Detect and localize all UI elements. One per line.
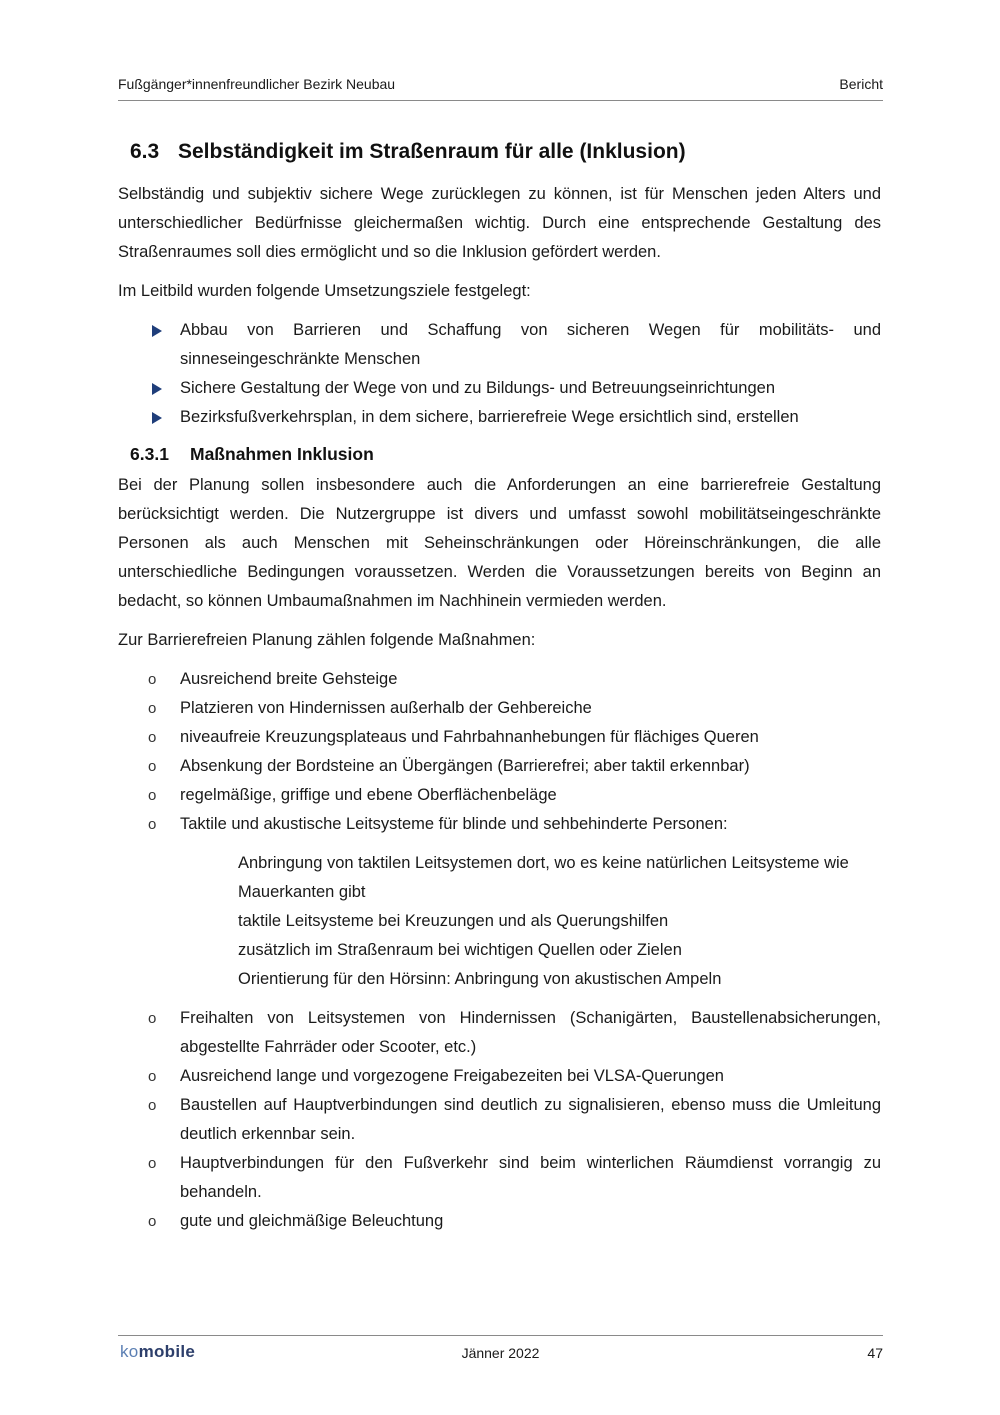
measure-item: o Absenkung der Bordsteine an Übergängen (Barrierefrei; aber taktil erkennbar) xyxy=(118,752,881,781)
subsection-number: 6.3.1 xyxy=(130,444,169,464)
measure-item: o Baustellen auf Hauptverbindungen sind deutlich zu signalisieren, ebenso muss die Umleitung deutlich erkennbar sein. xyxy=(118,1091,881,1149)
measures-list-continued xyxy=(118,1004,881,1236)
subitem: Orientierung für den Hörsinn: Anbringung von akustischen Ampeln xyxy=(238,970,722,988)
circle-bullet-icon: o xyxy=(148,816,157,833)
page-header xyxy=(118,76,883,101)
section-title: Selbständigkeit im Straßenraum für alle (Inklusion) xyxy=(178,140,686,163)
goals-list xyxy=(118,316,881,432)
measures-lead: Zur Barrierefreien Planung zählen folgende Maßnahmen: xyxy=(118,631,536,649)
circle-bullet-icon: o xyxy=(148,758,157,775)
page-footer xyxy=(118,1335,883,1366)
subsection-paragraph: Bei der Planung sollen insbesondere auch die Anforderungen an eine barrierefreie Gestaltung berücksichtigt werden. Die Nutzergruppe ist divers und umfasst sowohl mobilitätseingeschränkte Personen als auch Menschen mit Seheinschränkungen oder Höreinschränkungen, die alle unterschiedliche Bedingungen voraussetzen. Werden die Voraussetzungen bereits von Beginn an bedacht, so können Umbaumaßnahmen im Nachhinein vermieden werden. xyxy=(118,476,881,610)
circle-bullet-icon: o xyxy=(148,671,157,688)
subitem: Anbringung von taktilen Leitsystemen dort, wo es keine natürlichen Leitsysteme wie Mauerkanten gibt xyxy=(238,854,849,901)
triangle-bullet-icon xyxy=(152,383,162,395)
page-number: 47 xyxy=(867,1345,883,1361)
circle-bullet-icon: o xyxy=(148,1010,157,1027)
subsection-title: Maßnahmen Inklusion xyxy=(190,444,374,464)
goal-item: Sichere Gestaltung der Wege von und zu Bildungs- und Betreuungseinrichtungen xyxy=(118,374,881,403)
circle-bullet-icon: o xyxy=(148,729,157,746)
subsection-heading xyxy=(130,444,881,465)
measure-item: o Hauptverbindungen für den Fußverkehr sind beim winterlichen Räumdienst vorrangig zu behandeln. xyxy=(118,1149,881,1207)
subitem: taktile Leitsysteme bei Kreuzungen und als Querungshilfen xyxy=(238,912,669,930)
subitem: zusätzlich im Straßenraum bei wichtigen Quellen oder Zielen xyxy=(238,941,682,959)
measure-item: o Ausreichend lange und vorgezogene Freigabezeiten bei VLSA-Querungen xyxy=(118,1062,881,1091)
circle-bullet-icon: o xyxy=(148,787,157,804)
circle-bullet-icon: o xyxy=(148,700,157,717)
measure-item: o Platzieren von Hindernissen außerhalb der Gehbereiche xyxy=(118,694,881,723)
triangle-bullet-icon xyxy=(152,325,162,337)
komobile-logo: komobile xyxy=(120,1342,196,1361)
measure-item: o niveaufreie Kreuzungsplateaus und Fahrbahnanhebungen für flächiges Queren xyxy=(118,723,881,752)
section-number: 6.3 xyxy=(130,140,160,163)
circle-bullet-icon: o xyxy=(148,1213,157,1230)
measures-list xyxy=(118,665,881,839)
goals-lead: Im Leitbild wurden folgende Umsetzungsziele festgelegt: xyxy=(118,282,531,300)
guidance-system-subitems xyxy=(238,849,881,994)
header-report-label: Bericht xyxy=(839,76,883,92)
measure-item: o Ausreichend breite Gehsteige xyxy=(118,665,881,694)
footer-date: Jänner 2022 xyxy=(461,1345,540,1361)
triangle-bullet-icon xyxy=(152,412,162,424)
circle-bullet-icon: o xyxy=(148,1068,157,1085)
page-content xyxy=(118,140,881,1236)
goal-item: Bezirksfußverkehrsplan, in dem sichere, barrierefreie Wege ersichtlich sind, erstellen xyxy=(118,403,881,432)
header-title: Fußgänger*innenfreundlicher Bezirk Neubau xyxy=(118,76,396,92)
circle-bullet-icon: o xyxy=(148,1155,157,1172)
goal-item: Abbau von Barrieren und Schaffung von sicheren Wegen für mobilitäts- und sinneseingeschränkte Menschen xyxy=(118,316,881,374)
section-heading xyxy=(130,140,881,164)
measure-item: o Taktile und akustische Leitsysteme für blinde und sehbehinderte Personen: xyxy=(118,810,881,839)
measure-item: o regelmäßige, griffige und ebene Oberflächenbeläge xyxy=(118,781,881,810)
measure-item: o gute und gleichmäßige Beleuchtung xyxy=(118,1207,881,1236)
section-intro: Selbständig und subjektiv sichere Wege zurücklegen zu können, ist für Menschen jeden Alters und unterschiedlicher Bedürfnisse gleichermaßen wichtig. Durch eine entsprechende Gestaltung des Straßenraumes soll dies ermöglicht und so die Inklusion gefördert werden. xyxy=(118,185,881,261)
measure-item: o Freihalten von Leitsystemen von Hindernissen (Schanigärten, Baustellenabsicherungen, abgestellte Fahrräder oder Scooter, etc.) xyxy=(118,1004,881,1062)
circle-bullet-icon: o xyxy=(148,1097,157,1114)
